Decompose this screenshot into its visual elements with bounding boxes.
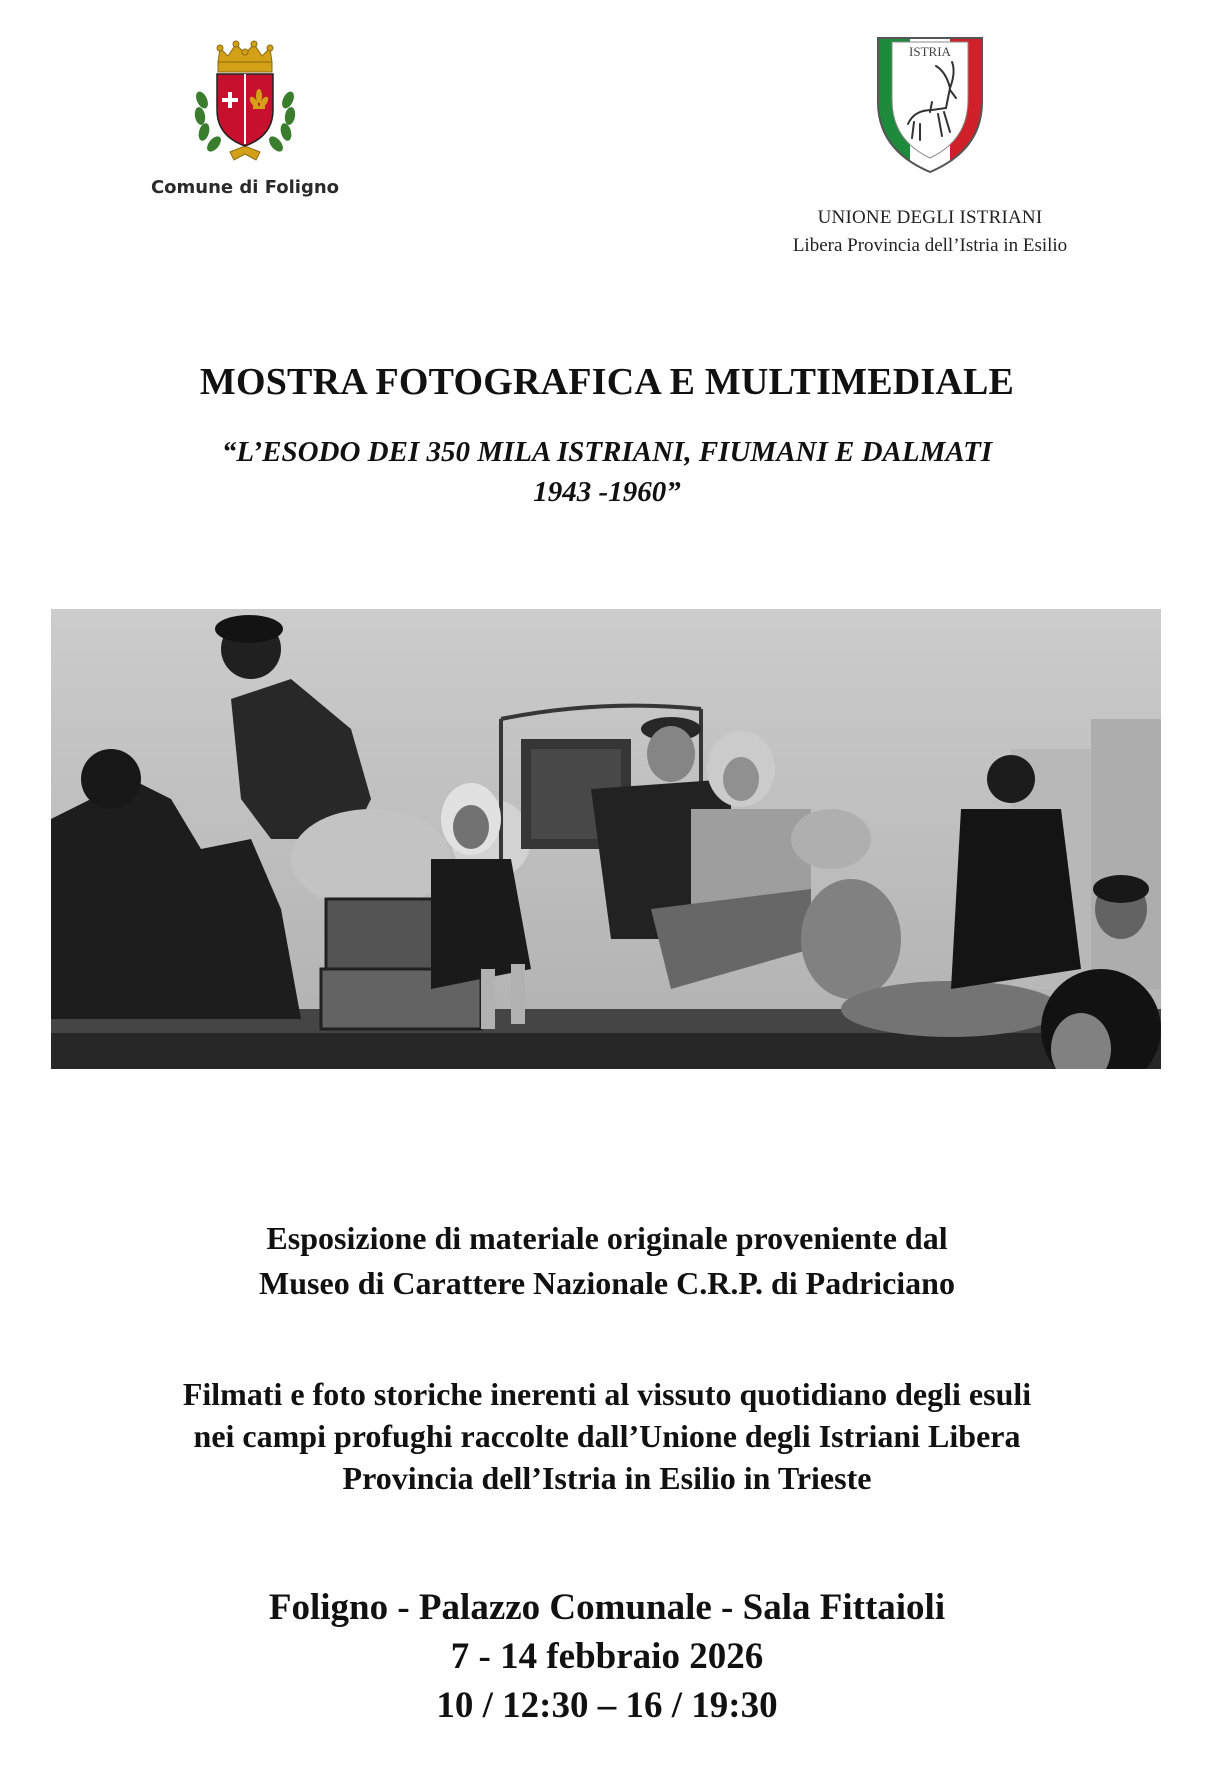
left-logo-caption: Comune di Foligno	[150, 177, 340, 198]
exhibit-line-1: Esposizione di materiale originale proveniente dal	[266, 1220, 948, 1256]
subtitle-line-1: “L’ESODO DEI 350 MILA ISTRIANI, FIUMANI E DALMATI	[221, 436, 993, 468]
exhibit-line-2: Museo di Carattere Nazionale C.R.P. di Padriciano	[259, 1265, 955, 1301]
films-line-1: Filmati e foto storiche inerenti al vissuto quotidiano degli esuli	[182, 1376, 1032, 1412]
org-name: UNIONE DEGLI ISTRIANI	[817, 207, 1043, 228]
films-line-3: Provincia dell’Istria in Esilio in Trieste	[342, 1460, 872, 1496]
films-description	[0, 1373, 1214, 1499]
istria-badge-text: ISTRIA	[909, 44, 951, 59]
foligno-coat-of-arms-icon	[190, 40, 300, 165]
foligno-logo	[150, 40, 340, 198]
event-info	[0, 1583, 1214, 1730]
subtitle-line-2: 1943 -1960”	[533, 476, 681, 508]
event-location: Foligno - Palazzo Comunale - Sala Fittaioli	[268, 1587, 946, 1628]
films-line-2: nei campi profughi raccolte dall’Unione degli Istriani Libera	[193, 1418, 1021, 1454]
event-hours: 10 / 12:30 – 16 / 19:30	[436, 1685, 778, 1726]
refugees-photo-illustration	[51, 609, 1161, 1069]
exhibit-description	[0, 1216, 1214, 1306]
page-subtitle	[0, 432, 1214, 512]
istria-goat-shield-icon	[870, 32, 990, 177]
org-subtitle: Libera Provincia dell’Istria in Esilio	[792, 235, 1068, 256]
istriani-logo	[760, 32, 1100, 257]
event-dates: 7 - 14 febbraio 2026	[450, 1636, 764, 1677]
page-title: MOSTRA FOTOGRAFICA E MULTIMEDIALE	[199, 361, 1015, 403]
historical-photo	[51, 609, 1161, 1069]
